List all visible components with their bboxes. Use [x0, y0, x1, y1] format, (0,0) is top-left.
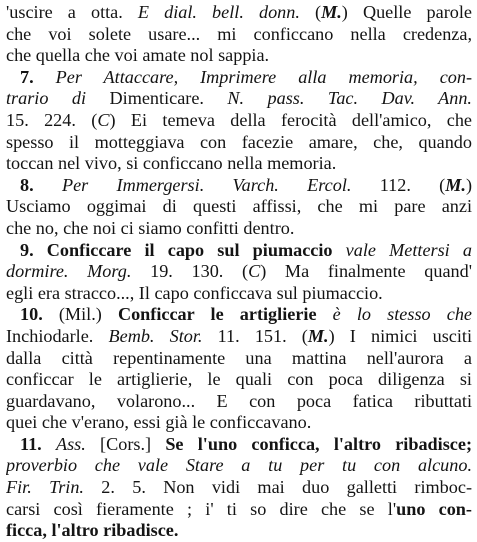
text-segment: ) Quelle parole	[341, 2, 472, 22]
text-segment: Conficcar le artiglierie	[117, 304, 333, 325]
text-segment: Fir. Trin.	[6, 477, 84, 498]
text-segment: (Mil.)	[58, 304, 118, 325]
text-line	[6, 110, 472, 132]
text-segment: )	[465, 174, 472, 195]
text-segment: quei che v'erano, essi già le conficcavano.	[6, 412, 312, 433]
text-segment: C	[248, 261, 261, 282]
text-segment: Per Immergersi. Varch. Ercol.	[61, 174, 352, 195]
text-segment: carsi così fieramente ; i' ti so dire che se l'	[6, 498, 397, 519]
text-segment: proverbio che vale Stare a tu per tu con alcuno.	[6, 455, 472, 476]
text-segment: 11. 151. (	[202, 325, 308, 346]
text-line	[6, 304, 472, 326]
text-segment: ficca, l'altro ribadisce.	[6, 520, 179, 541]
text-segment: conficcar le artiglierie, le quali con poca diligenza si	[6, 369, 472, 390]
text-line	[6, 153, 472, 175]
text-line	[6, 455, 472, 477]
text-segment: guardavano, volarono... E con poca fatica ributtati	[6, 390, 472, 411]
text-segment: 8.	[20, 174, 62, 195]
text-segment: E dial. bell. donn.	[137, 2, 300, 22]
text-line	[6, 67, 472, 89]
text-line	[6, 477, 472, 499]
text-segment: Se l'uno conficca, l'altro ribadisce;	[165, 433, 472, 454]
text-segment: C	[97, 109, 110, 130]
text-segment: ) Ma finalmente quand'	[260, 261, 472, 282]
text-segment: M.	[307, 325, 329, 346]
text-line	[6, 412, 472, 434]
text-segment: Usciamo oggimai di questi affissi, che mi pare anzi	[6, 196, 472, 217]
text-segment: trario di	[6, 88, 87, 109]
text-segment: Ass.	[55, 433, 86, 454]
dictionary-entry-page	[6, 2, 472, 542]
text-segment: 'uscire a otta.	[6, 2, 138, 22]
text-line	[6, 499, 472, 521]
text-segment: Bemb. Stor.	[108, 325, 203, 346]
text-line	[6, 348, 472, 370]
text-segment: 9. Conficcare il capo sul piumaccio	[20, 239, 346, 260]
text-segment: 7.	[20, 66, 56, 87]
text-segment: 10.	[20, 304, 59, 325]
text-segment: 19. 130. (	[131, 261, 249, 282]
text-line	[6, 520, 472, 542]
text-segment: M.	[321, 2, 342, 22]
text-segment: 112. (	[351, 174, 446, 195]
text-segment: che no, che noi ci siamo confitti dentro.	[6, 217, 295, 238]
text-line	[6, 175, 472, 197]
text-segment: Dimenticare.	[86, 88, 228, 109]
text-line	[6, 88, 472, 110]
text-segment: toccan nel vivo, si conficcano nella memoria.	[6, 153, 337, 174]
text-segment: ) Ei temeva della ferocità dell'amico, che	[109, 109, 472, 130]
text-line	[6, 283, 472, 305]
text-segment: che voi solete usare... mi conficcano nella credenza,	[6, 23, 472, 44]
text-segment: M.	[445, 174, 466, 195]
text-line	[6, 326, 472, 348]
text-segment: uno con-	[396, 498, 472, 519]
text-segment: Inchiodarle.	[6, 325, 109, 346]
text-segment: 11.	[20, 433, 56, 454]
text-line	[6, 2, 472, 24]
text-segment: ) I nimici usciti	[328, 325, 472, 346]
text-line	[6, 218, 472, 240]
text-segment: 15. 224. (	[6, 109, 98, 130]
text-line	[6, 24, 472, 46]
text-segment: egli era stracco..., Il capo conficcava sul piumaccio.	[6, 282, 383, 303]
text-segment: 2. 5. Non vidi mai duo galletti rimboc-	[83, 477, 472, 498]
text-line	[6, 45, 472, 67]
text-segment: dormire. Morg.	[6, 261, 132, 282]
text-line	[6, 196, 472, 218]
text-line	[6, 391, 472, 413]
text-line	[6, 240, 472, 262]
text-line	[6, 261, 472, 283]
text-line	[6, 369, 472, 391]
text-segment: spesso il motteggiava con facezie amare, che, quando	[6, 131, 472, 152]
text-segment: [Cors.]	[85, 433, 166, 454]
text-segment: dalla città repentinamente una mattina nell'aurora a	[6, 347, 472, 368]
text-segment: vale Mettersi a	[345, 239, 472, 260]
text-segment: Per Attaccare, Imprimere alla memoria, con-	[55, 66, 472, 87]
text-segment: è lo stesso che	[332, 304, 472, 325]
text-segment: (	[299, 2, 322, 22]
text-segment: N. pass. Tac. Dav. Ann.	[227, 88, 472, 109]
text-line	[6, 132, 472, 154]
text-line	[6, 434, 472, 456]
text-segment: che quella che voi amate nol sappia.	[6, 45, 270, 66]
